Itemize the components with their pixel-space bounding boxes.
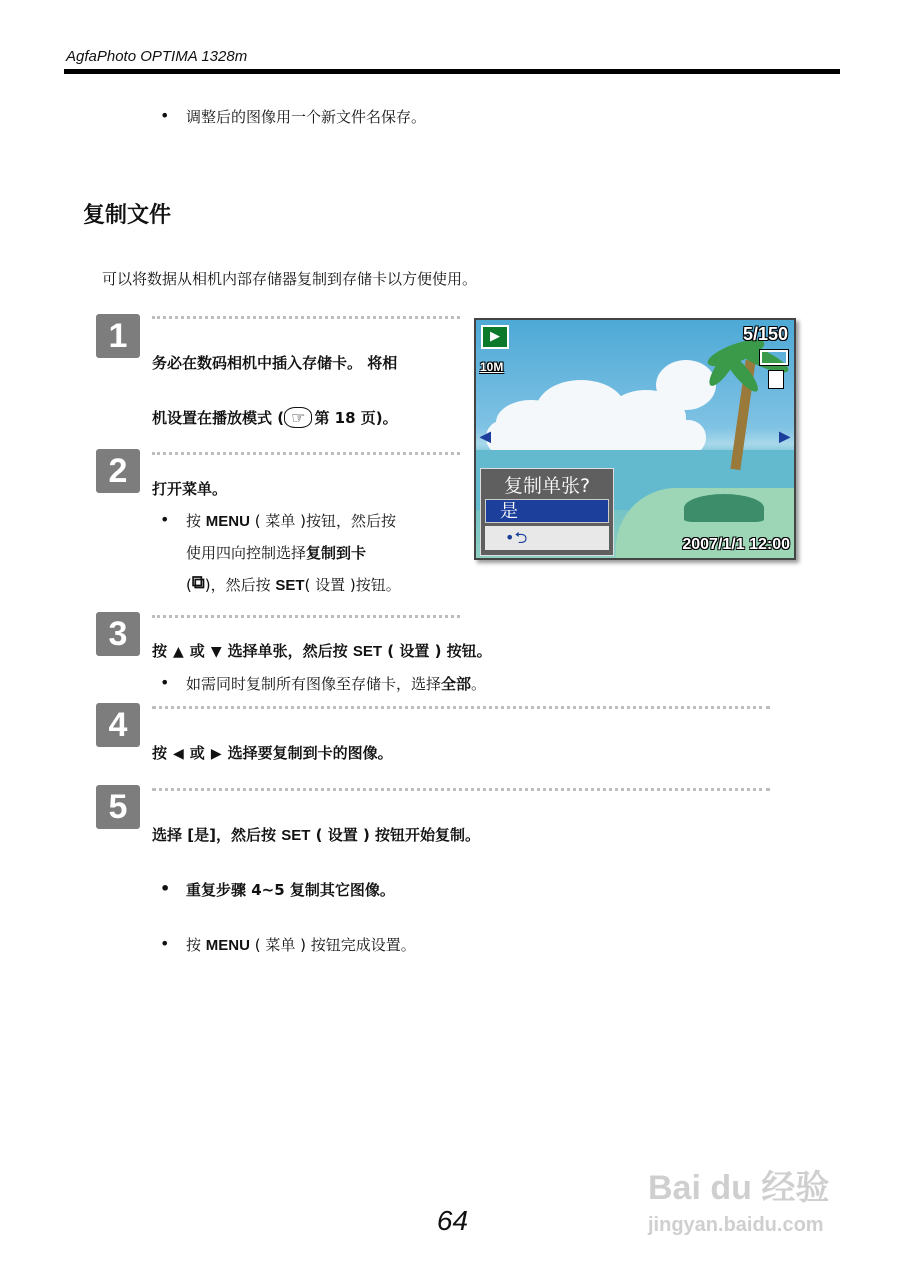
menu-option-back[interactable]: •⮌ xyxy=(485,526,609,550)
set-key-label: SET xyxy=(275,577,305,594)
set-key-label: SET xyxy=(352,643,383,660)
step-5-text-b: ，然后按 xyxy=(215,826,276,844)
step-divider-3 xyxy=(152,615,460,618)
menu-key-label: MENU xyxy=(205,937,250,954)
top-bullet: • 调整后的图像用一个新文件名保存。 xyxy=(186,106,426,127)
step-2-paren-open: ( xyxy=(186,576,192,594)
step-1-line2-b: 第 18 页)。 xyxy=(314,409,398,427)
menu-option-yes[interactable]: 是 xyxy=(485,499,609,523)
step-number-4: 4 xyxy=(96,703,140,747)
step-5-text-a: 选择 xyxy=(152,826,183,844)
all-option-label: 全部 xyxy=(441,675,472,693)
menu-key-label: MENU xyxy=(205,513,250,530)
step-number-1: 1 xyxy=(96,314,140,358)
header-title: AgfaPhoto OPTIMA 1328m xyxy=(66,48,248,65)
baidu-watermark-logo: Bai du 经验 xyxy=(648,1169,830,1207)
step-3-text-a: 按 xyxy=(152,642,168,660)
step-4-text-a: 按 xyxy=(152,744,168,762)
step-divider-1 xyxy=(152,316,460,319)
step-1-line2 xyxy=(152,407,398,428)
image-size-label: 10M xyxy=(480,360,504,374)
copy-to-card-icon: ⧉ xyxy=(191,572,205,593)
baidu-watermark-url: jingyan.baidu.com xyxy=(648,1214,824,1236)
step-3-text-c: ( 设置 ) 按钮。 xyxy=(387,642,492,660)
left-arrow-icon: ◀ xyxy=(480,428,491,444)
step-3-text-b: 选择单张，然后按 xyxy=(227,642,348,660)
copy-to-card-label: 复制到卡 xyxy=(306,544,367,562)
step-5-line1 xyxy=(152,824,480,845)
step-divider-5 xyxy=(152,788,770,791)
section-intro: 可以将数据从相机内部存储器复制到存储卡以方便使用。 xyxy=(102,270,478,288)
step-2-bullet-line3-c: ( 设置 )按钮。 xyxy=(304,576,401,594)
island xyxy=(684,494,764,522)
step-2-bullet-line1 xyxy=(186,510,396,531)
step-4-line1 xyxy=(152,742,393,763)
play-icon: ▶ xyxy=(481,325,509,349)
left-arrow-icon: ◀ xyxy=(173,746,184,762)
right-arrow-icon: ▶ xyxy=(210,746,222,762)
right-arrow-icon: ▶ xyxy=(779,428,790,444)
down-arrow-icon: ▼ xyxy=(210,644,222,660)
camera-lcd-screen xyxy=(474,318,796,560)
step-3-bullet xyxy=(186,673,486,694)
step-number-5: 5 xyxy=(96,785,140,829)
step-2-bullet-a: 按 xyxy=(186,512,202,530)
step-4-text-b: 选择要复制到卡的图像。 xyxy=(227,744,393,762)
step-2-line1: 打开菜单。 xyxy=(152,480,228,498)
section-title: 复制文件 xyxy=(83,203,172,228)
step-3-bullet-c: 。 xyxy=(471,675,487,693)
step-3-line1 xyxy=(152,640,492,661)
page-reference-icon: ☞ xyxy=(284,407,312,428)
step-number-3: 3 xyxy=(96,612,140,656)
battery-icon xyxy=(760,350,788,365)
step-3-bullet-a: 如需同时复制所有图像至存储卡，选择 xyxy=(186,675,442,693)
header-rule xyxy=(64,69,840,74)
step-2-bullet-line3-b: )，然后按 xyxy=(204,576,271,594)
step-4-or: 或 xyxy=(189,744,205,762)
step-5-bullet-2 xyxy=(186,934,416,955)
step-divider-2 xyxy=(152,452,460,455)
step-1-line2-a: 机设置在播放模式 ( xyxy=(152,409,285,427)
up-arrow-icon: ▲ xyxy=(173,644,184,660)
step-2-bullet-line2-a: 使用四向控制选择 xyxy=(186,544,307,562)
step-number-2: 2 xyxy=(96,449,140,493)
step-2-bullet-line3 xyxy=(186,572,401,595)
step-2-bullet-line2 xyxy=(186,542,366,563)
memory-card-icon xyxy=(768,370,784,389)
step-3-or: 或 xyxy=(189,642,205,660)
copy-single-menu xyxy=(480,468,614,556)
step-2-bullet-b: ( 菜单 )按钮，然后按 xyxy=(254,512,396,530)
step-5-bullet2-b: ( 菜单 ) 按钮完成设置。 xyxy=(254,936,416,954)
step-divider-4 xyxy=(152,706,770,709)
page-number: 64 xyxy=(436,1205,469,1236)
date-time-stamp: 2007/1/1 12:00 xyxy=(682,536,790,553)
image-counter: 5/150 xyxy=(742,324,788,344)
step-5-bullet-1: • 重复步骤 4~5 复制其它图像。 xyxy=(186,879,395,900)
step-5-text-c: ( 设置 ) 按钮开始复制。 xyxy=(315,826,481,844)
set-key-label: SET xyxy=(281,827,311,844)
yes-option-label: [是] xyxy=(187,826,216,844)
step-5-bullet2-a: 按 xyxy=(186,936,202,954)
menu-title: 复制单张? xyxy=(503,475,591,497)
step-1-line1: 务必在数码相机中插入存储卡。 将相 xyxy=(152,354,398,372)
